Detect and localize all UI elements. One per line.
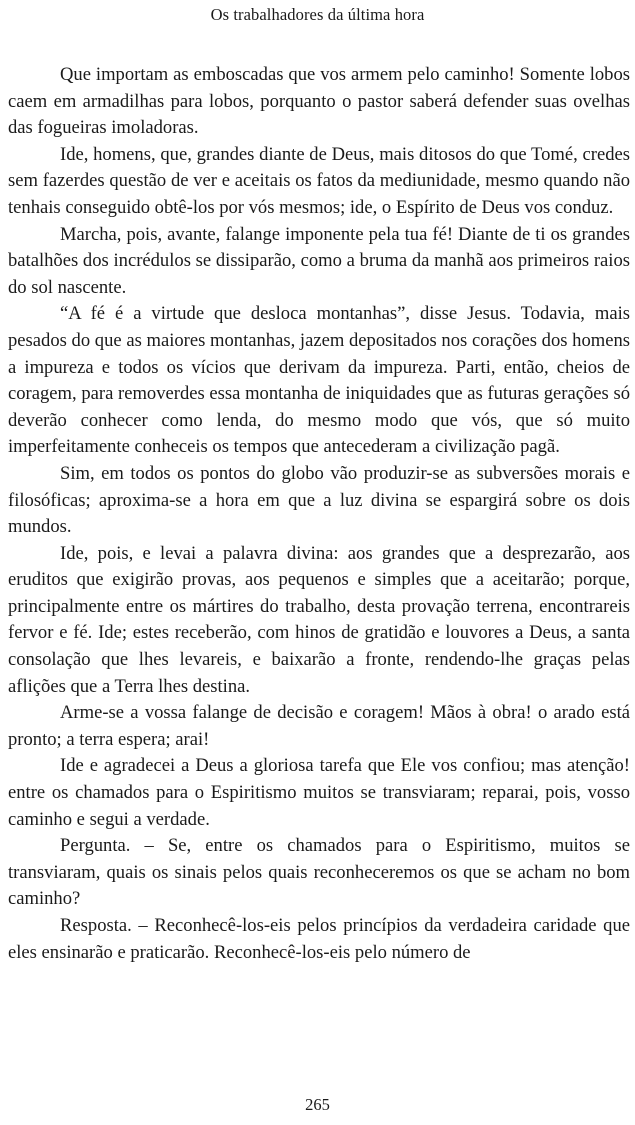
paragraph: Pergunta. – Se, entre os chamados para o Espiritismo, muitos se transviaram, quais os sinais pelos quais reconheceremos os que se acham no bom caminho? (8, 835, 630, 910)
paragraph: Ide e agradecei a Deus a gloriosa tarefa que Ele vos confiou; mas atenção! entre os chamados para o Espiritismo muitos se transviaram; reparai, pois, vosso caminho e segui a verdade. (8, 755, 630, 830)
paragraph: Marcha, pois, avante, falange imponente pela tua fé! Diante de ti os grandes batalhões dos incrédulos se dissiparão, como a bruma da manhã aos primeiros raios do sol nascente. (8, 223, 630, 298)
paragraph: Ide, pois, e levai a palavra divina: aos grandes que a desprezarão, aos eruditos que exigirão provas, aos pequenos e simples que a aceitarão; porque, principalmente entre os mártires do trabalho, desta provação terrena, encontrareis fervor e fé. Ide; estes receberão, com hinos de gratidão e louvores a Deus, a santa consolação que lhes levareis, e baixarão a fronte, rendendo-lhe graças pelas aflições que a Terra lhes destina. (8, 542, 630, 697)
paragraph: Arme-se a vossa falange de decisão e coragem! Mãos à obra! o arado está pronto; a terra espera; arai! (8, 702, 630, 750)
paragraph: Que importam as emboscadas que vos armem pelo caminho! Somente lobos caem em armadilhas para lobos, porquanto o pastor saberá defender suas ovelhas das fogueiras imoladoras. (8, 64, 630, 139)
paragraph: Sim, em todos os pontos do globo vão produzir-se as subversões morais e filosóficas; aproxima-se a hora em que a luz divina se espargirá sobre os dois mundos. (8, 462, 630, 538)
page-number: 265 (305, 1095, 330, 1114)
paragraph: Ide, homens, que, grandes diante de Deus, mais ditosos do que Tomé, credes sem fazerdes questão de ver e aceitais os fatos da mediunidade, mesmo quando não tenhais conseguido obtê-los por vós mesmos; ide, o Espírito de Deus vos conduz. (8, 143, 630, 218)
paragraph: Resposta. – Reconhecê-los-eis pelos princípios da verdadeira caridade que eles ensinarão e praticarão. Reconhecê-los-eis pelo número de (8, 915, 630, 963)
body-text (8, 62, 630, 966)
paragraph: “A fé é a virtude que desloca montanhas”, disse Jesus. Todavia, mais pesados do que as maiores montanhas, jazem depositados nos corações dos homens a impureza e todos os vícios que derivam da impureza. Parti, então, cheios de coragem, para removerdes essa montanha de iniquidades que as futuras gerações só deverão conhecer como lenda, do mesmo modo que vós, que só muito imperfeitamente conheceis os tempos que antecederam a civilização pagã. (8, 303, 630, 458)
running-head: Os trabalhadores da última hora (210, 5, 425, 24)
